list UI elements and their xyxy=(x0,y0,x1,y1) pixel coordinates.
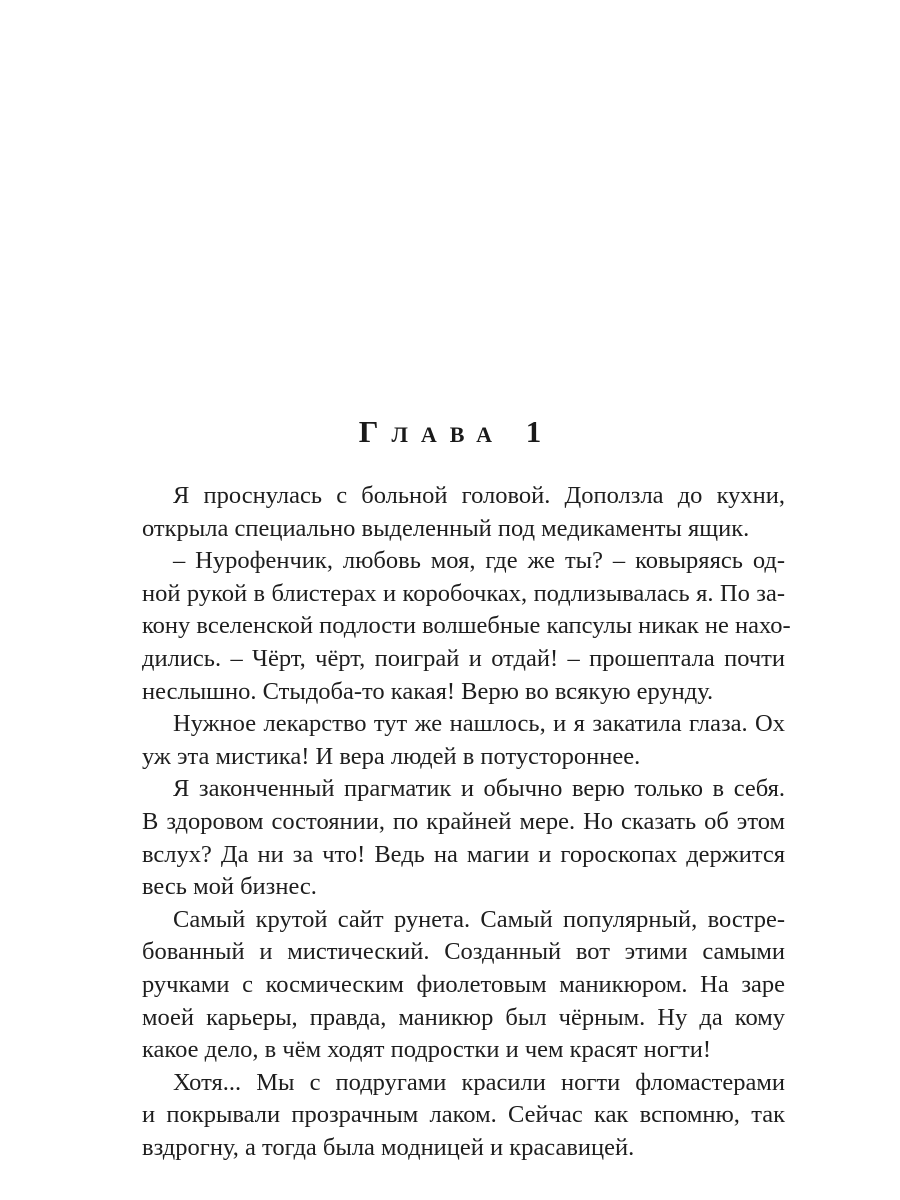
text-line: В здоровом состоянии, по крайней мере. Но сказать об этом xyxy=(142,807,785,835)
text-line: Нужное лекарство тут же нашлось, и я закатила глаза. Ох xyxy=(173,710,785,738)
text-line: Я законченный прагматик и обычно верю только в себя. xyxy=(173,775,785,803)
text-line: ной рукой в блистерах и коробочках, подлизывалась я. По за- xyxy=(142,579,785,607)
text-line: – Нурофенчик, любовь моя, где же ты? – ковыряясь од- xyxy=(173,547,785,575)
text-line: вслух? Да ни за что! Ведь на магии и гороскопах держится xyxy=(142,840,785,868)
text-line: бованный и мистический. Созданный вот этими самыми xyxy=(142,938,785,966)
text-line: Хотя... Мы с подругами красили ногти фломастерами xyxy=(173,1068,785,1096)
text-line: уж эта мистика! И вера людей в потустороннее. xyxy=(142,742,641,770)
text-line: и покрывали прозрачным лаком. Сейчас как вспомню, так xyxy=(142,1101,785,1129)
text-line: ручками с космическим фиолетовым маникюром. На заре xyxy=(142,970,785,998)
chapter-title: Глава 1 xyxy=(358,414,555,449)
text-line: дились. – Чёрт, чёрт, поиграй и отдай! – прошептала почти xyxy=(142,644,785,672)
text-line: весь мой бизнес. xyxy=(142,873,317,901)
text-line: неслышно. Стыдоба-то какая! Верю во всякую ерунду. xyxy=(142,677,714,705)
text-line: Я проснулась с больной головой. Доползла до кухни, xyxy=(173,482,785,509)
text-line: открыла специально выделенный под медикаменты ящик. xyxy=(142,514,750,542)
text-line: Самый крутой сайт рунета. Самый популярный, востре- xyxy=(173,905,785,933)
text-line: какое дело, в чём ходят подростки и чем красят ногти! xyxy=(142,1036,712,1064)
text-line: кону вселенской подлости волшебные капсулы никак не нахо- xyxy=(142,612,791,640)
text-line: вздрогну, а тогда была модницей и красавицей. xyxy=(142,1133,635,1161)
chapter-body-text xyxy=(142,480,791,1164)
text-line: моей карьеры, правда, маникюр был чёрным. Ну да кому xyxy=(142,1003,785,1031)
